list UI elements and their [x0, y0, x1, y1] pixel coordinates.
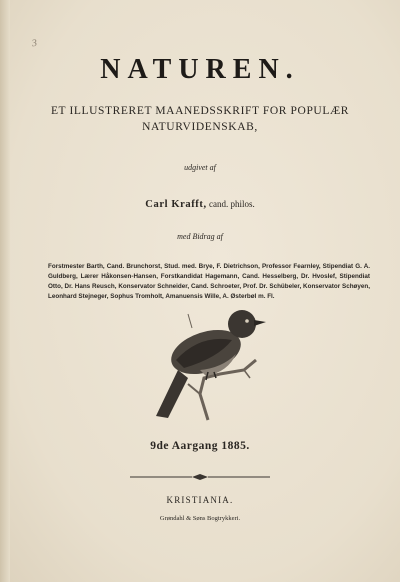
ornamental-divider	[130, 474, 270, 480]
volume-year: 9de Aargang 1885.	[150, 440, 250, 452]
contributions-label: med Bidrag af	[177, 232, 223, 241]
editor-degree: cand. philos.	[208, 199, 255, 209]
publication-city: KRISTIANIA.	[166, 495, 234, 505]
bird-illustration-icon	[148, 298, 272, 422]
printer-imprint: Grøndahl & Søns Bogtrykkeri.	[159, 515, 241, 522]
subtitle-line-1: ET ILLUSTRERET MAANEDSSKRIFT FOR POPULÆR	[50, 105, 350, 117]
subtitle-line-2: NATURVIDENSKAB,	[142, 121, 258, 133]
journal-subtitle	[20, 103, 380, 135]
editor-name: Carl Krafft,	[145, 199, 207, 210]
contributors-list: Forstmester Barth, Cand. Brunchorst, Stud. med. Brye, F. Dietrichson, Professor Fearnley, Stipendiat G. A. Guldberg, Lærer Håkonsen-Hansen, Forstkandidat Hagemann, Cand. Hesselberg, Dr. Hvoslef, Stipendiat Otto, Dr. Hans Reusch, Konservator Schneider, Cand. Schroeter, Prof. Dr. Schübeler, Konservator Schøyen, Leonhard Stejneger, Sophus Tromholt, Amanuensis Wille, A. Østerbøl m. Fl.	[48, 263, 370, 300]
published-by-label: udgivet af	[184, 163, 216, 172]
journal-title: NATUREN.	[100, 54, 300, 85]
handwritten-mark: 3	[31, 37, 38, 50]
editor-line	[0, 199, 400, 210]
